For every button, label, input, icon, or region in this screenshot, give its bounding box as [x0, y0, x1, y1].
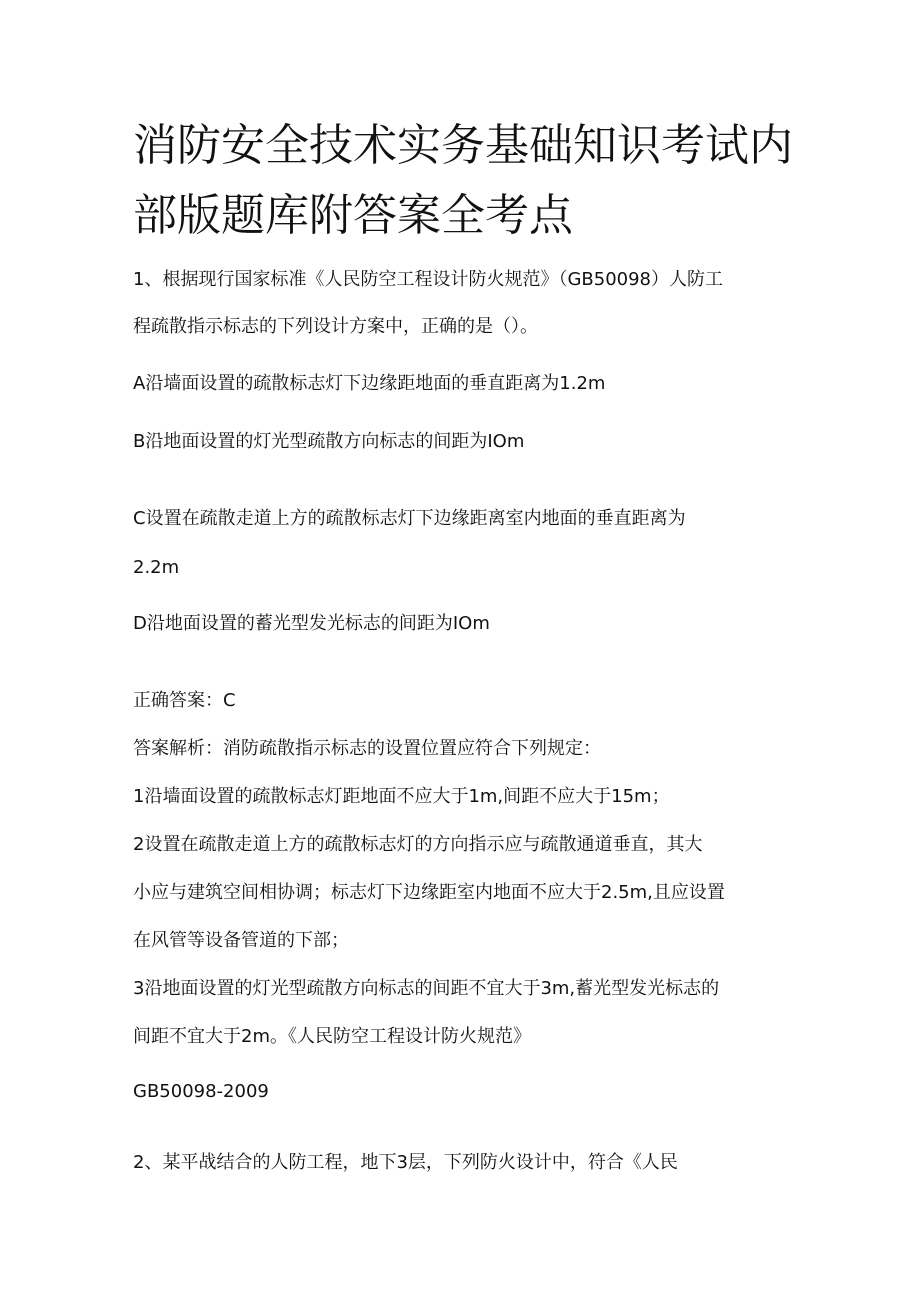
question-1-rule-3-line-1: 3沿地面设置的灯光型疏散方向标志的间距不宜大于3m,蓄光型发光标志的	[133, 978, 720, 999]
question-1-option-c-line-1: C设置在疏散走道上方的疏散标志灯下边缘距离室内地面的垂直距离为	[133, 508, 686, 529]
question-1-option-b: B沿地面设置的灯光型疏散方向标志的间距为IOm	[133, 431, 525, 452]
question-1-stem-line-1: 1、根据现行国家标准《人民防空工程设计防火规范》（GB50098）人防工	[133, 269, 724, 290]
question-1-rule-3-line-2: 间距不宜大于2m。《人民防空工程设计防火规范》	[133, 1026, 531, 1047]
question-1-rule-2-line-3: 在风管等设备管道的下部；	[133, 930, 349, 951]
question-1-rule-2-line-2: 小应与建筑空间相协调；标志灯下边缘距室内地面不应大于2.5m,且应设置	[133, 882, 725, 903]
question-1-option-a: A沿墙面设置的疏散标志灯下边缘距地面的垂直距离为1.2m	[133, 373, 606, 394]
question-1-rule-1: 1沿墙面设置的疏散标志灯距地面不应大于1m,间距不应大于15m；	[133, 786, 670, 807]
question-1-standard-code: GB50098-2009	[133, 1081, 269, 1102]
question-1-analysis-intro: 答案解析：消防疏散指示标志的设置位置应符合下列规定：	[133, 738, 601, 759]
question-1-answer: 正确答案：C	[133, 690, 236, 711]
question-1-option-d: D沿地面设置的蓄光型发光标志的间距为IOm	[133, 613, 490, 634]
document-title-line-1: 消防安全技术实务基础知识考试内	[133, 120, 793, 171]
question-1-rule-2-line-1: 2设置在疏散走道上方的疏散标志灯的方向指示应与疏散通道垂直，其大	[133, 834, 703, 855]
question-1-option-c-line-2: 2.2m	[133, 557, 180, 578]
question-2-stem-line-1: 2、某平战结合的人防工程，地下3层，下列防火设计中，符合《人民	[133, 1152, 678, 1173]
document-title-line-2: 部版题库附答案全考点	[133, 190, 573, 241]
question-1-stem-line-2: 程疏散指示标志的下列设计方案中，正确的是（）。	[133, 316, 538, 337]
